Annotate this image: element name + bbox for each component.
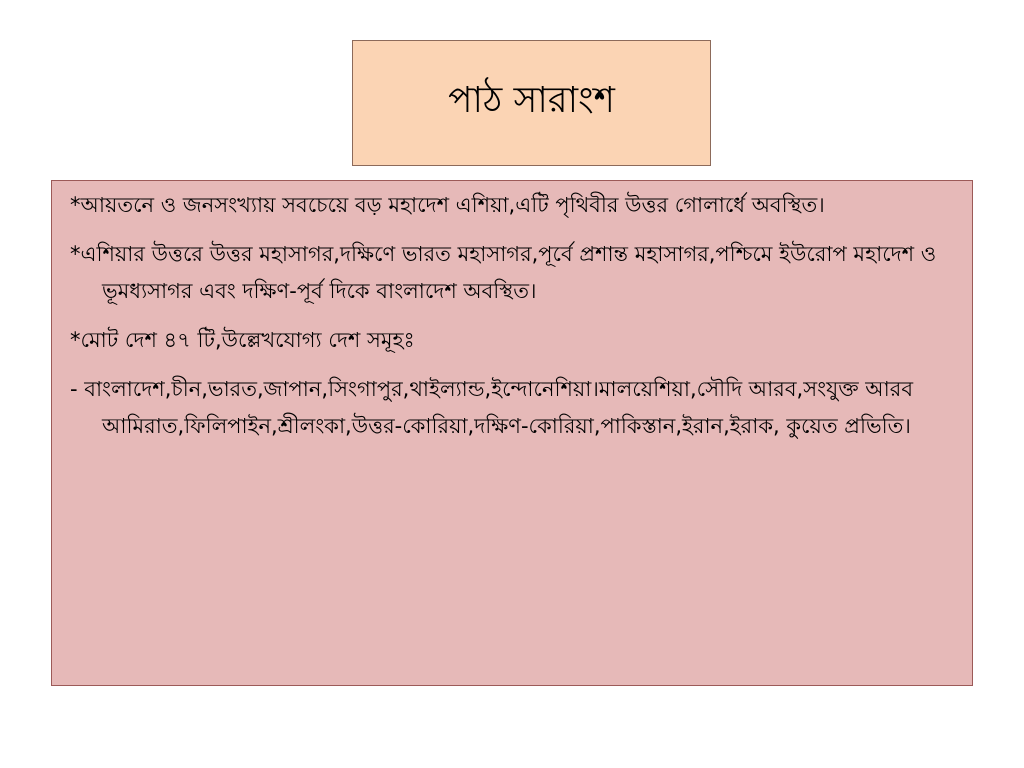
title-box bbox=[352, 40, 711, 166]
summary-paragraph-country-list: - বাংলাদেশ,চীন,ভারত,জাপান,সিংগাপুর,থাইল্যান্ড,ইন্দোনেশিয়া।মালয়েশিয়া,সৌদি আরব,সংযুক্ত আরব আমিরাত,ফিলিপাইন,শ্রীলংকা,উত্তর-কোরিয়া,দক্ষিণ-কোরিয়া,পাকিস্তান,ইরান,ইরাক, কুয়েত প্রভিতি। bbox=[70, 377, 914, 438]
summary-paragraph-borders: *এশিয়ার উত্তরে উত্তর মহাসাগর,দক্ষিণে ভারত মহাসাগর,পূর্বে প্রশান্ত মহাসাগর,পশ্চিমে ইউরোপ মহাদেশ ও ভূমধ্যসাগর এবং দক্ষিণ-পূর্ব দিকে বাংলাদেশ অবস্থিত। bbox=[70, 242, 937, 303]
slide-title: পাঠ সারাংশ bbox=[448, 80, 615, 121]
summary-paragraph-country-count: *মোট দেশ ৪৭ টি,উল্লেখযোগ্য দেশ সমূহঃ bbox=[70, 328, 415, 352]
summary-paragraph-area: *আয়তনে ও জনসংখ্যায় সবচেয়ে বড় মহাদেশ এশিয়া,এটি পৃথিবীর উত্তর গোলার্ধে অবস্থিত। bbox=[70, 193, 825, 217]
summary-content-box bbox=[51, 180, 973, 686]
